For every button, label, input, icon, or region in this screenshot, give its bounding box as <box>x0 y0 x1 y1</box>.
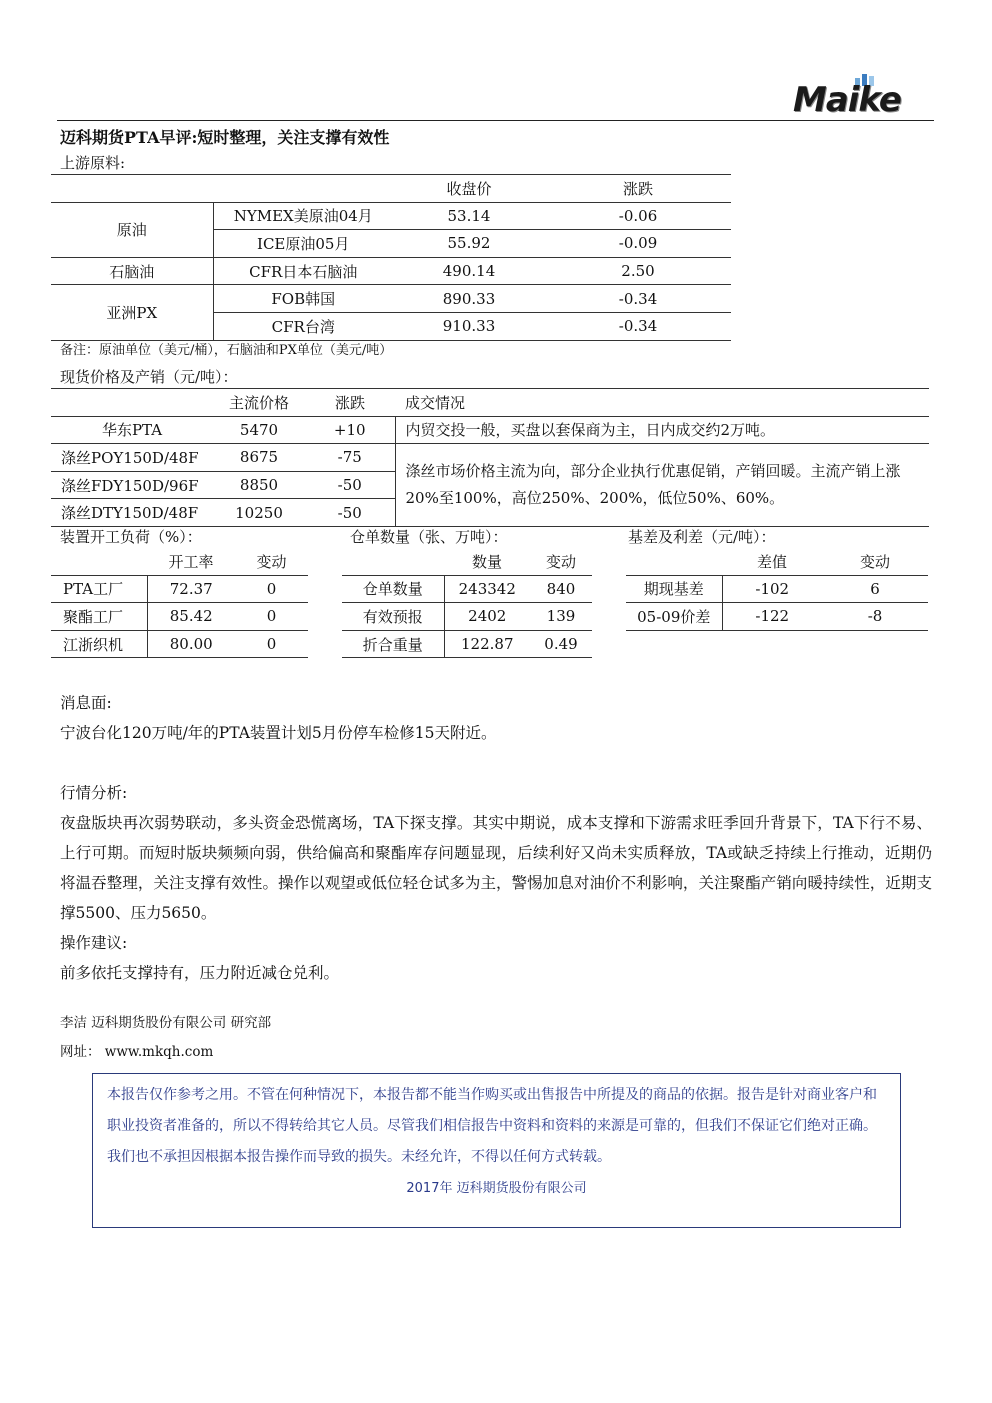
name-cell: 涤丝POY150D/48F <box>51 444 213 472</box>
name-cell: 期现基差 <box>626 575 722 603</box>
header-deal: 成交情况 <box>395 389 929 417</box>
website-line: 网址： www.mkqh.com <box>60 1044 214 1060</box>
disclaimer-box <box>92 1073 901 1228</box>
operating-table <box>51 548 308 658</box>
item-cell: CFR台湾 <box>213 312 393 340</box>
header-close-price: 收盘价 <box>393 175 545 203</box>
name-cell: 05-09价差 <box>626 603 722 631</box>
analysis-label: 行情分析: <box>60 784 128 802</box>
change-cell: -0.09 <box>545 230 731 258</box>
header-change: 涨跌 <box>545 175 731 203</box>
header-change: 变动 <box>530 548 592 575</box>
change-cell: -50 <box>305 499 395 527</box>
upstream-label: 上游原料: <box>60 154 126 172</box>
change-cell: -0.06 <box>545 202 731 230</box>
table-row <box>51 416 929 444</box>
upstream-note: 备注：原油单位（美元/桶），石脑油和PX单位（美元/吨） <box>60 343 393 358</box>
name-cell: 仓单数量 <box>342 575 444 603</box>
spot-label: 现货价格及产销（元/吨）： <box>60 368 238 386</box>
price-cell: 910.33 <box>393 312 545 340</box>
name-cell: 有效预报 <box>342 603 444 631</box>
table-row <box>342 630 592 658</box>
name-cell: 涤丝DTY150D/48F <box>51 499 213 527</box>
change-cell: 139 <box>530 603 592 631</box>
table-row <box>51 603 308 631</box>
warrant-label: 仓单数量（张、万吨）： <box>350 528 508 546</box>
header-rule <box>57 120 934 121</box>
author-line: 李洁 迈科期货股份有限公司 研究部 <box>60 1015 272 1031</box>
qty-cell: 122.87 <box>444 630 530 658</box>
advice-text: 前多依托支撑持有，压力附近减仓兑利。 <box>60 964 340 982</box>
operating-label: 装置开工负荷（%）： <box>60 528 202 546</box>
upstream-table <box>51 174 731 341</box>
name-cell: PTA工厂 <box>51 575 147 603</box>
group-cell: 石脑油 <box>51 257 213 285</box>
group-cell: 原油 <box>51 202 213 257</box>
change-cell: 0 <box>235 630 308 658</box>
change-cell: 2.50 <box>545 257 731 285</box>
value-cell: -122 <box>722 603 822 631</box>
header-change: 变动 <box>235 548 308 575</box>
spot-table <box>51 388 929 527</box>
item-cell: ICE原油05月 <box>213 230 393 258</box>
change-cell: -8 <box>822 603 928 631</box>
header-main-price: 主流价格 <box>213 389 305 417</box>
basis-label: 基差及利差（元/吨）： <box>628 528 776 546</box>
warrant-table <box>342 548 592 658</box>
table-header-row <box>51 389 929 417</box>
qty-cell: 2402 <box>444 603 530 631</box>
name-cell: 涤丝FDY150D/96F <box>51 471 213 499</box>
table-row <box>51 575 308 603</box>
item-cell: NYMEX美原油04月 <box>213 202 393 230</box>
change-cell: 0 <box>235 575 308 603</box>
group-cell: 亚洲PX <box>51 285 213 340</box>
header-value: 差值 <box>722 548 822 575</box>
change-cell: -0.34 <box>545 285 731 313</box>
name-cell: 江浙织机 <box>51 630 147 658</box>
table-row <box>51 285 731 313</box>
logo-text: Maike <box>793 80 901 120</box>
deal-cell: 内贸交投一般，买盘以套保商为主，日内成交约2万吨。 <box>395 416 929 444</box>
report-title: 迈科期货PTA早评:短时整理，关注支撑有效性 <box>60 128 390 147</box>
table-row <box>342 603 592 631</box>
change-cell: 0 <box>235 603 308 631</box>
news-text: 宁波台化120万吨/年的PTA装置计划5月份停车检修15天附近。 <box>60 724 497 742</box>
price-cell: 5470 <box>213 416 305 444</box>
change-cell: +10 <box>305 416 395 444</box>
disclaimer-text: 本报告仅作参考之用。不管在何种情况下，本报告都不能当作购买或出售报告中所提及的商品的依据。报告是针对商业客户和职业投资者准备的，所以不得转给其它人员。尽管我们相信报告中资料和资料的来源是可靠的，但我们不保证它们绝对正确。我们也不承担因根据本报告操作而导致的损失。未经允许，不得以任何方式转载。 <box>107 1087 877 1165</box>
header-change: 变动 <box>822 548 928 575</box>
table-row <box>626 603 928 631</box>
table-row <box>626 575 928 603</box>
change-cell: 840 <box>530 575 592 603</box>
table-row <box>342 575 592 603</box>
header-rate: 开工率 <box>147 548 235 575</box>
rate-cell: 80.00 <box>147 630 235 658</box>
price-cell: 490.14 <box>393 257 545 285</box>
header-qty: 数量 <box>444 548 530 575</box>
name-cell: 折合重量 <box>342 630 444 658</box>
name-cell: 华东PTA <box>51 416 213 444</box>
change-cell: 6 <box>822 575 928 603</box>
analysis-text: 夜盘版块再次弱势联动，多头资金恐慌离场，TA下探支撑。其实中期说，成本支撑和下游需求旺季回升背景下，TA下行不易、上行可期。而短时版块频频向弱，供给偏高和聚酯库存问题显现，后续利好又尚未实质释放，TA或缺乏持续上行推动，近期仍将温吞整理，关注支撑有效性。操作以观望或低位轻仓试多为主，警惕加息对油价不利影响，关注聚酯产销向暖持续性，近期支撑5500、压力5650。 <box>60 814 932 922</box>
item-cell: FOB韩国 <box>213 285 393 313</box>
price-cell: 53.14 <box>393 202 545 230</box>
qty-cell: 243342 <box>444 575 530 603</box>
table-row <box>51 257 731 285</box>
value-cell: -102 <box>722 575 822 603</box>
rate-cell: 72.37 <box>147 575 235 603</box>
rate-cell: 85.42 <box>147 603 235 631</box>
advice-label: 操作建议: <box>60 934 128 952</box>
news-label: 消息面: <box>60 694 112 712</box>
price-cell: 890.33 <box>393 285 545 313</box>
header-change: 涨跌 <box>305 389 395 417</box>
table-row <box>51 444 929 472</box>
change-cell: -50 <box>305 471 395 499</box>
price-cell: 55.92 <box>393 230 545 258</box>
basis-table <box>626 548 928 631</box>
change-cell: -75 <box>305 444 395 472</box>
price-cell: 8850 <box>213 471 305 499</box>
price-cell: 8675 <box>213 444 305 472</box>
disclaimer-copyright: 2017年 迈科期货股份有限公司 <box>406 1181 587 1196</box>
item-cell: CFR日本石脑油 <box>213 257 393 285</box>
change-cell: 0.49 <box>530 630 592 658</box>
name-cell: 聚酯工厂 <box>51 603 147 631</box>
table-row <box>51 202 731 230</box>
deal-cell-polyester: 涤丝市场价格主流为向，部分企业执行优惠促销，产销回暖。主流产销上涨20%至100%，高位250%、200%，低位50%、60%。 <box>395 444 929 527</box>
change-cell: -0.34 <box>545 312 731 340</box>
company-logo <box>793 72 928 120</box>
table-row <box>51 630 308 658</box>
price-cell: 10250 <box>213 499 305 527</box>
